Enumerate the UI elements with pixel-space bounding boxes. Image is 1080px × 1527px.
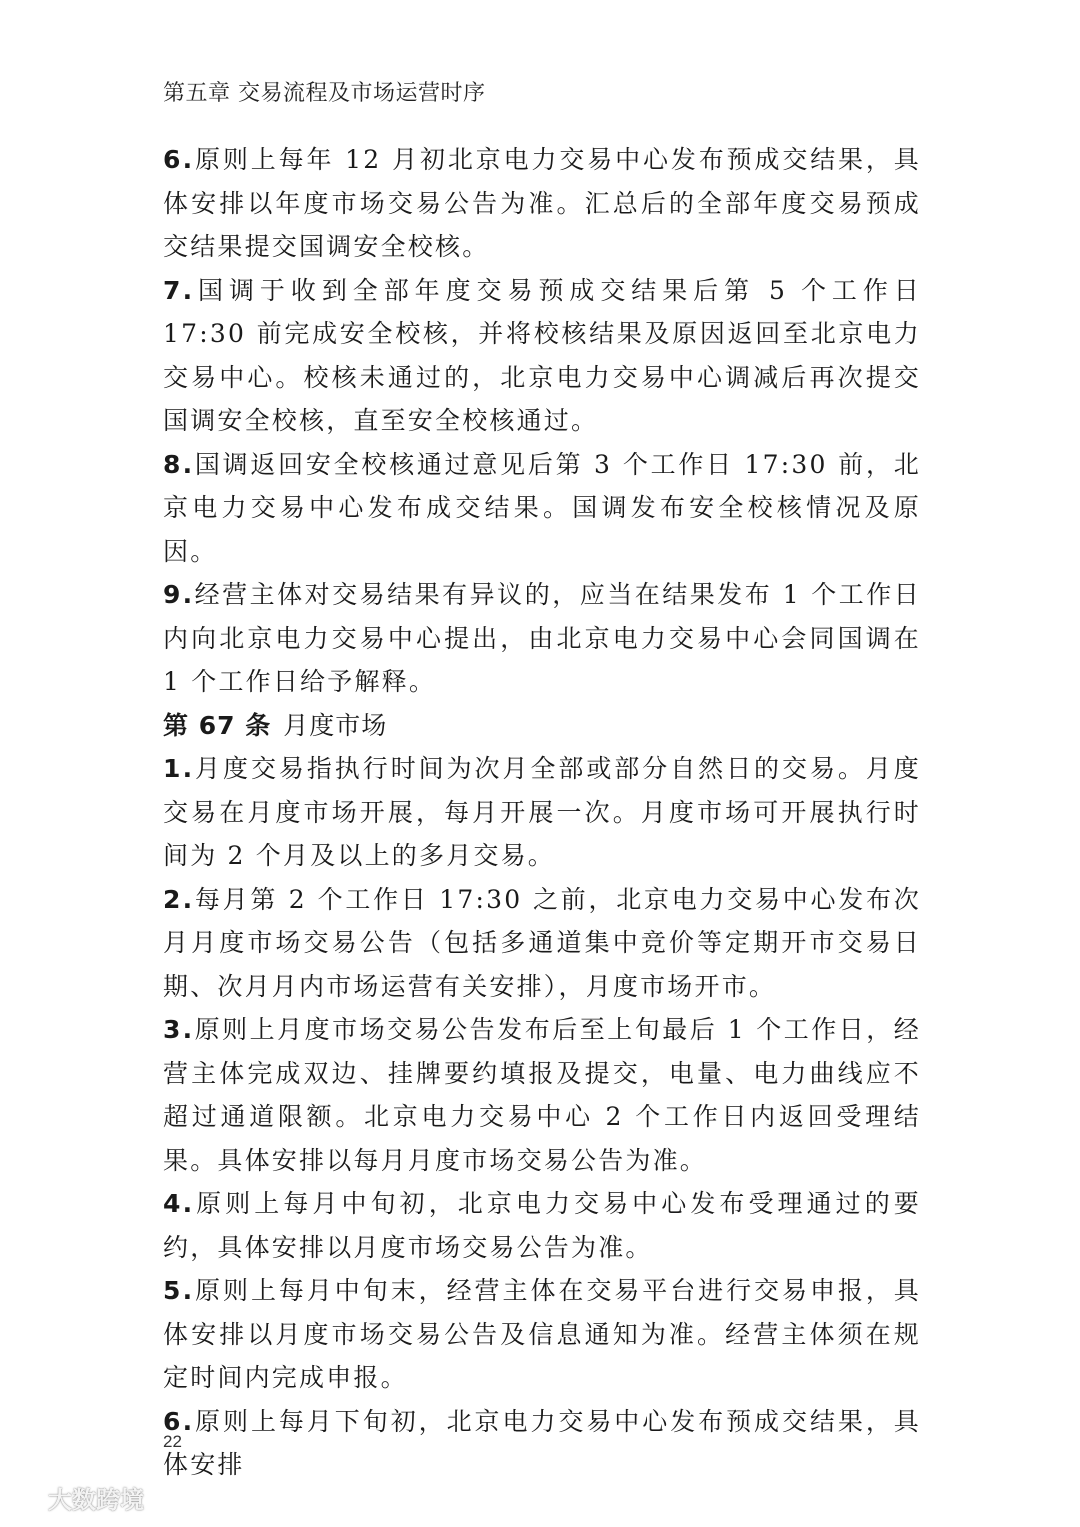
item-number: 8. bbox=[163, 449, 195, 479]
item-number: 1. bbox=[163, 754, 195, 783]
item-number: 6. bbox=[163, 1406, 195, 1436]
paragraph-item bbox=[163, 1269, 921, 1400]
item-text: 经营主体对交易结果有异议的，应当在结果发布 1 个工作日内向北京电力交易中心提出，由北京电力交易中心会同国调在 1 个工作日给予解释。 bbox=[163, 580, 921, 696]
item-text: 原则上每月中旬末，经营主体在交易平台进行交易申报，具体安排以月度市场交易公告及信息通知为准。经营主体须在规定时间内完成申报。 bbox=[163, 1276, 921, 1392]
item-number: 5. bbox=[163, 1276, 195, 1305]
chat-bubble-icon bbox=[10, 1487, 40, 1509]
item-number: 3. bbox=[163, 1015, 195, 1044]
paragraph-item bbox=[163, 573, 921, 704]
document-body bbox=[163, 138, 921, 1487]
item-text: 国调于收到全部年度交易预成交结果后第 5 个工作日 17:30 前完成安全校核，并将校核结果及原因返回至北京电力交易中心。校核未通过的，北京电力交易中心调减后再次提交国调安全校核，直至安全校核通过。 bbox=[163, 275, 921, 435]
item-text: 月度交易指执行时间为次月全部或部分自然日的交易。月度交易在月度市场开展，每月开展一次。月度市场可开展执行时间为 2 个月及以上的多月交易。 bbox=[163, 754, 921, 870]
item-number: 4. bbox=[163, 1189, 195, 1218]
watermark-text: 大数跨境 bbox=[48, 1486, 144, 1514]
item-text: 原则上每月中旬初，北京电力交易中心发布受理通过的要约，具体安排以月度市场交易公告为准。 bbox=[163, 1189, 921, 1262]
paragraph-item bbox=[163, 443, 921, 574]
item-text: 原则上每年 12 月初北京电力交易中心发布预成交结果，具体安排以年度市场交易公告为准。汇总后的全部年度交易预成交结果提交国调安全校核。 bbox=[163, 145, 921, 261]
item-text: 国调返回安全校核通过意见后第 3 个工作日 17:30 前，北京电力交易中心发布成交结果。国调发布安全校核情况及原因。 bbox=[163, 449, 921, 566]
watermark bbox=[10, 1480, 144, 1515]
page-number: 22 bbox=[163, 1432, 182, 1451]
paragraph-item bbox=[163, 878, 921, 1009]
item-number: 9. bbox=[163, 580, 195, 609]
article-heading bbox=[163, 704, 921, 748]
item-number: 6. bbox=[163, 145, 195, 174]
item-number: 7. bbox=[163, 275, 195, 305]
item-text: 每月第 2 个工作日 17:30 之前，北京电力交易中心发布次月月度市场交易公告（包括多通道集中竞价等定期开市交易日期、次月月内市场运营有关安排），月度市场开市。 bbox=[163, 884, 921, 1001]
item-text: 原则上每月下旬初，北京电力交易中心发布预成交结果，具体安排 bbox=[163, 1406, 921, 1479]
item-text: 原则上月度市场交易公告发布后至上旬最后 1 个工作日，经营主体完成双边、挂牌要约填报及提交，电量、电力曲线应不超过通道限额。北京电力交易中心 2 个工作日内返回受理结果。具体安排以每月月度市场交易公告为准。 bbox=[163, 1015, 921, 1175]
article-title: 月度市场 bbox=[283, 710, 388, 740]
paragraph-item bbox=[163, 1008, 921, 1182]
item-number: 2. bbox=[163, 884, 195, 914]
article-number: 第 67 条 bbox=[163, 710, 272, 740]
paragraph-item bbox=[163, 269, 921, 443]
paragraph-item bbox=[163, 138, 921, 269]
chapter-header: 第五章 交易流程及市场运营时序 bbox=[163, 81, 486, 106]
paragraph-item bbox=[163, 747, 921, 878]
paragraph-item bbox=[163, 1400, 921, 1487]
paragraph-item bbox=[163, 1182, 921, 1269]
